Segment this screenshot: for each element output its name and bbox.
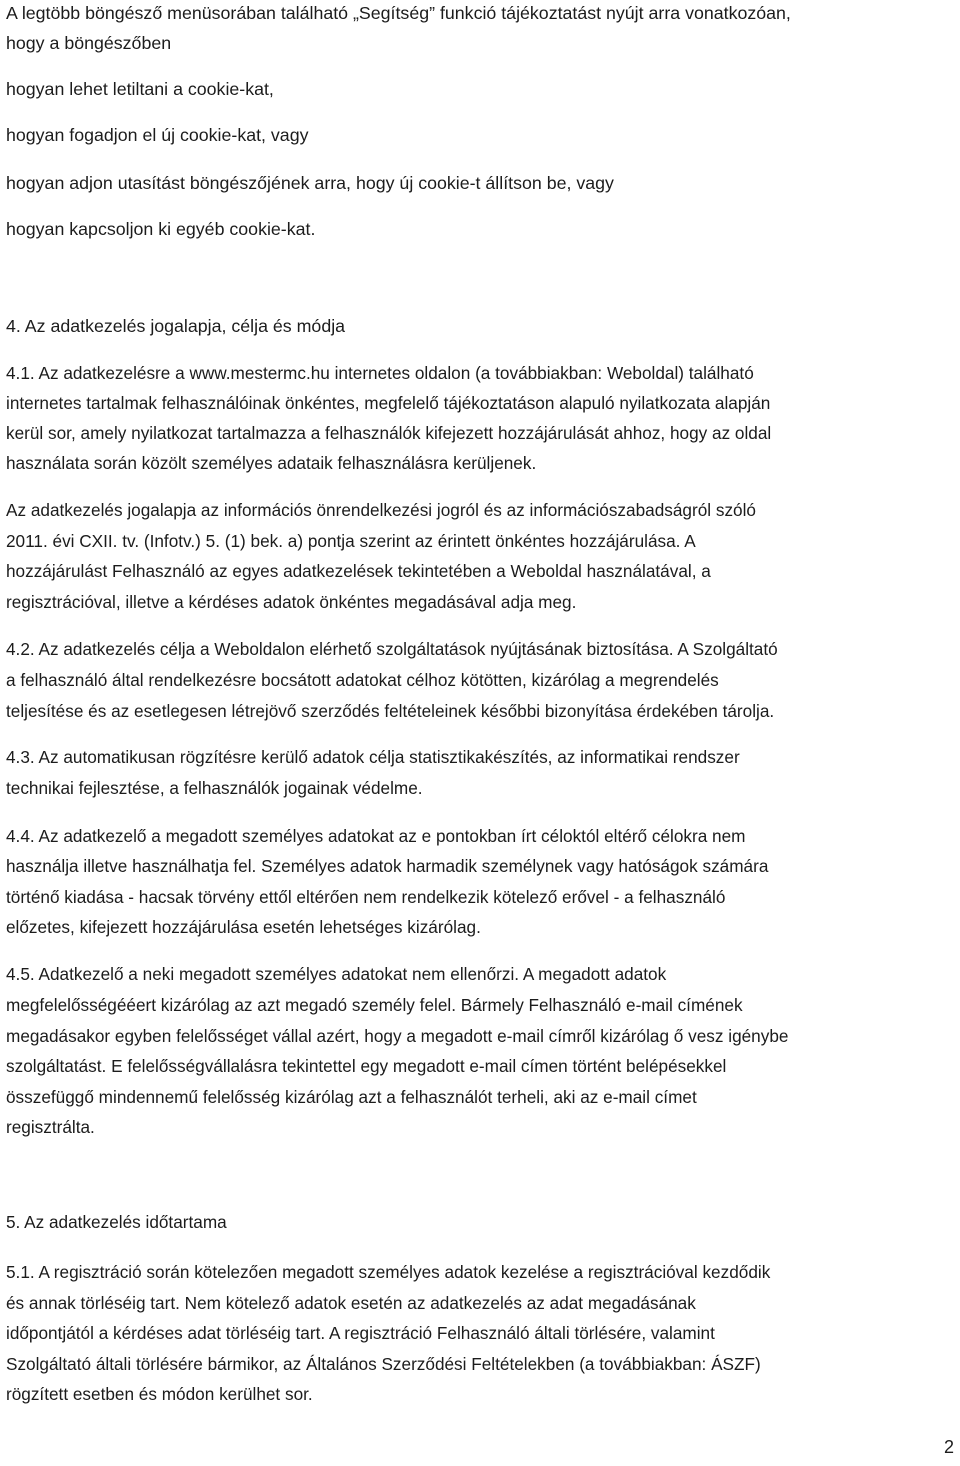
option-item-3: hogyan adjon utasítást böngészőjének arra, hogy új cookie-t állítson be, vagy: [6, 173, 614, 193]
section-5-heading: 5. Az adatkezelés időtartama: [6, 1212, 227, 1232]
paragraph-5-1-line: és annak törléséig tart. Nem kötelező adatok esetén az adatkezelés az adat megadásának: [6, 1293, 696, 1313]
paragraph-4-1-line: 4.1. Az adatkezelésre a www.mestermc.hu internetes oldalon (a továbbiakban: Weboldal) található: [6, 363, 754, 383]
paragraph-4-5-line: 4.5. Adatkezelő a neki megadott személyes adatokat nem ellenőrzi. A megadott adatok: [6, 964, 667, 984]
paragraph-4-1-line: használata során közölt személyes adataik felhasználásra kerüljenek.: [6, 453, 537, 473]
paragraph-4-5-line: összefüggő mindennemű felelősség kizárólag azt a felhasználót terheli, aki az e-mail címet: [6, 1087, 697, 1107]
paragraph-4-1-line: kerül sor, amely nyilatkozat tartalmazza a felhasználók kifejezett hozzájárulását ahhoz, hogy az oldal: [6, 423, 772, 443]
paragraph-4-5-line: szolgáltatást. E felelősségvállalásra tekintettel egy megadott e-mail címen történt belépésekkel: [6, 1056, 727, 1076]
option-item-4: hogyan kapcsoljon ki egyéb cookie-kat.: [6, 219, 316, 239]
paragraph-4-4-line: történő kiadása - hacsak törvény ettől eltérően nem rendelkezik kötelező erővel - a felhasználó: [6, 887, 726, 907]
paragraph-5-1-line: 5.1. A regisztráció során kötelezően megadott személyes adatok kezelése a regisztrációval kezdődik: [6, 1262, 771, 1282]
intro-line-1: A legtöbb böngésző menüsorában található „Segítség” funkció tájékoztatást nyújt arra vonatkozóan,: [6, 3, 791, 23]
paragraph-legal-basis-line: hozzájárulást Felhasználó az egyes adatkezelések tekintetében a Weboldal használatával, a: [6, 561, 711, 581]
paragraph-legal-basis-line: 2011. évi CXII. tv. (Infotv.) 5. (1) bek. a) pontja szerint az érintett önkéntes hozzájárulása. A: [6, 531, 696, 551]
paragraph-legal-basis-line: Az adatkezelés jogalapja az információs önrendelkezési jogról és az információszabadságról szóló: [6, 500, 756, 520]
paragraph-4-2-line: 4.2. Az adatkezelés célja a Weboldalon elérhető szolgáltatások nyújtásának biztosítása. A Szolgáltató: [6, 639, 778, 659]
paragraph-5-1-line: rögzített esetben és módon kerülhet sor.: [6, 1384, 313, 1404]
paragraph-4-5-line: megfelelősségééert kizárólag az azt megadó személy felel. Bármely Felhasználó e-mail címének: [6, 995, 743, 1015]
paragraph-4-5-line: regisztrálta.: [6, 1117, 95, 1137]
paragraph-4-3-line: technikai fejlesztése, a felhasználók jogainak védelme.: [6, 778, 423, 798]
intro-line-2: hogy a böngészőben: [6, 33, 172, 53]
section-4-heading: 4. Az adatkezelés jogalapja, célja és módja: [6, 316, 346, 336]
option-item-1: hogyan lehet letiltani a cookie-kat,: [6, 79, 274, 99]
paragraph-4-3-line: 4.3. Az automatikusan rögzítésre kerülő adatok célja statisztikakészítés, az informatikai rendszer: [6, 747, 740, 767]
paragraph-4-1-line: internetes tartalmak felhasználóinak önkéntes, megfelelő tájékoztatáson alapuló nyilatkozata alapján: [6, 393, 771, 413]
paragraph-4-4-line: előzetes, kifejezett hozzájárulása esetén lehetséges kizárólag.: [6, 917, 481, 937]
paragraph-4-4-line: 4.4. Az adatkezelő a megadott személyes adatokat az e pontokban írt céloktól eltérő célokra nem: [6, 826, 746, 846]
option-item-2: hogyan fogadjon el új cookie-kat, vagy: [6, 125, 309, 145]
paragraph-legal-basis-line: regisztrációval, illetve a kérdéses adatok önkéntes megadásával adja meg.: [6, 592, 577, 612]
paragraph-5-1-line: Szolgáltató általi törlésére bármikor, az Általános Szerződési Feltételekben (a továbbiakban: ÁSZF): [6, 1354, 761, 1374]
page-number: 2: [943, 1437, 954, 1457]
paragraph-4-5-line: megadásakor egyben felelősséget vállal azért, hogy a megadott e-mail címről kizárólag ő vesz igénybe: [6, 1026, 789, 1046]
paragraph-5-1-line: időpontjától a kérdéses adat törléséig tart. A regisztráció Felhasználó általi törlésére, valamint: [6, 1323, 715, 1343]
paragraph-4-4-line: használja illetve használhatja fel. Személyes adatok harmadik személynek vagy hatóságok számára: [6, 856, 769, 876]
paragraph-4-2-line: a felhasználó által rendelkezésre bocsátott adatokat célhoz kötötten, kizárólag a megrendelés: [6, 670, 719, 690]
paragraph-4-2-line: teljesítése és az esetlegesen létrejövő szerződés feltételeinek későbbi bizonyítása érdekében tárolja.: [6, 701, 775, 721]
